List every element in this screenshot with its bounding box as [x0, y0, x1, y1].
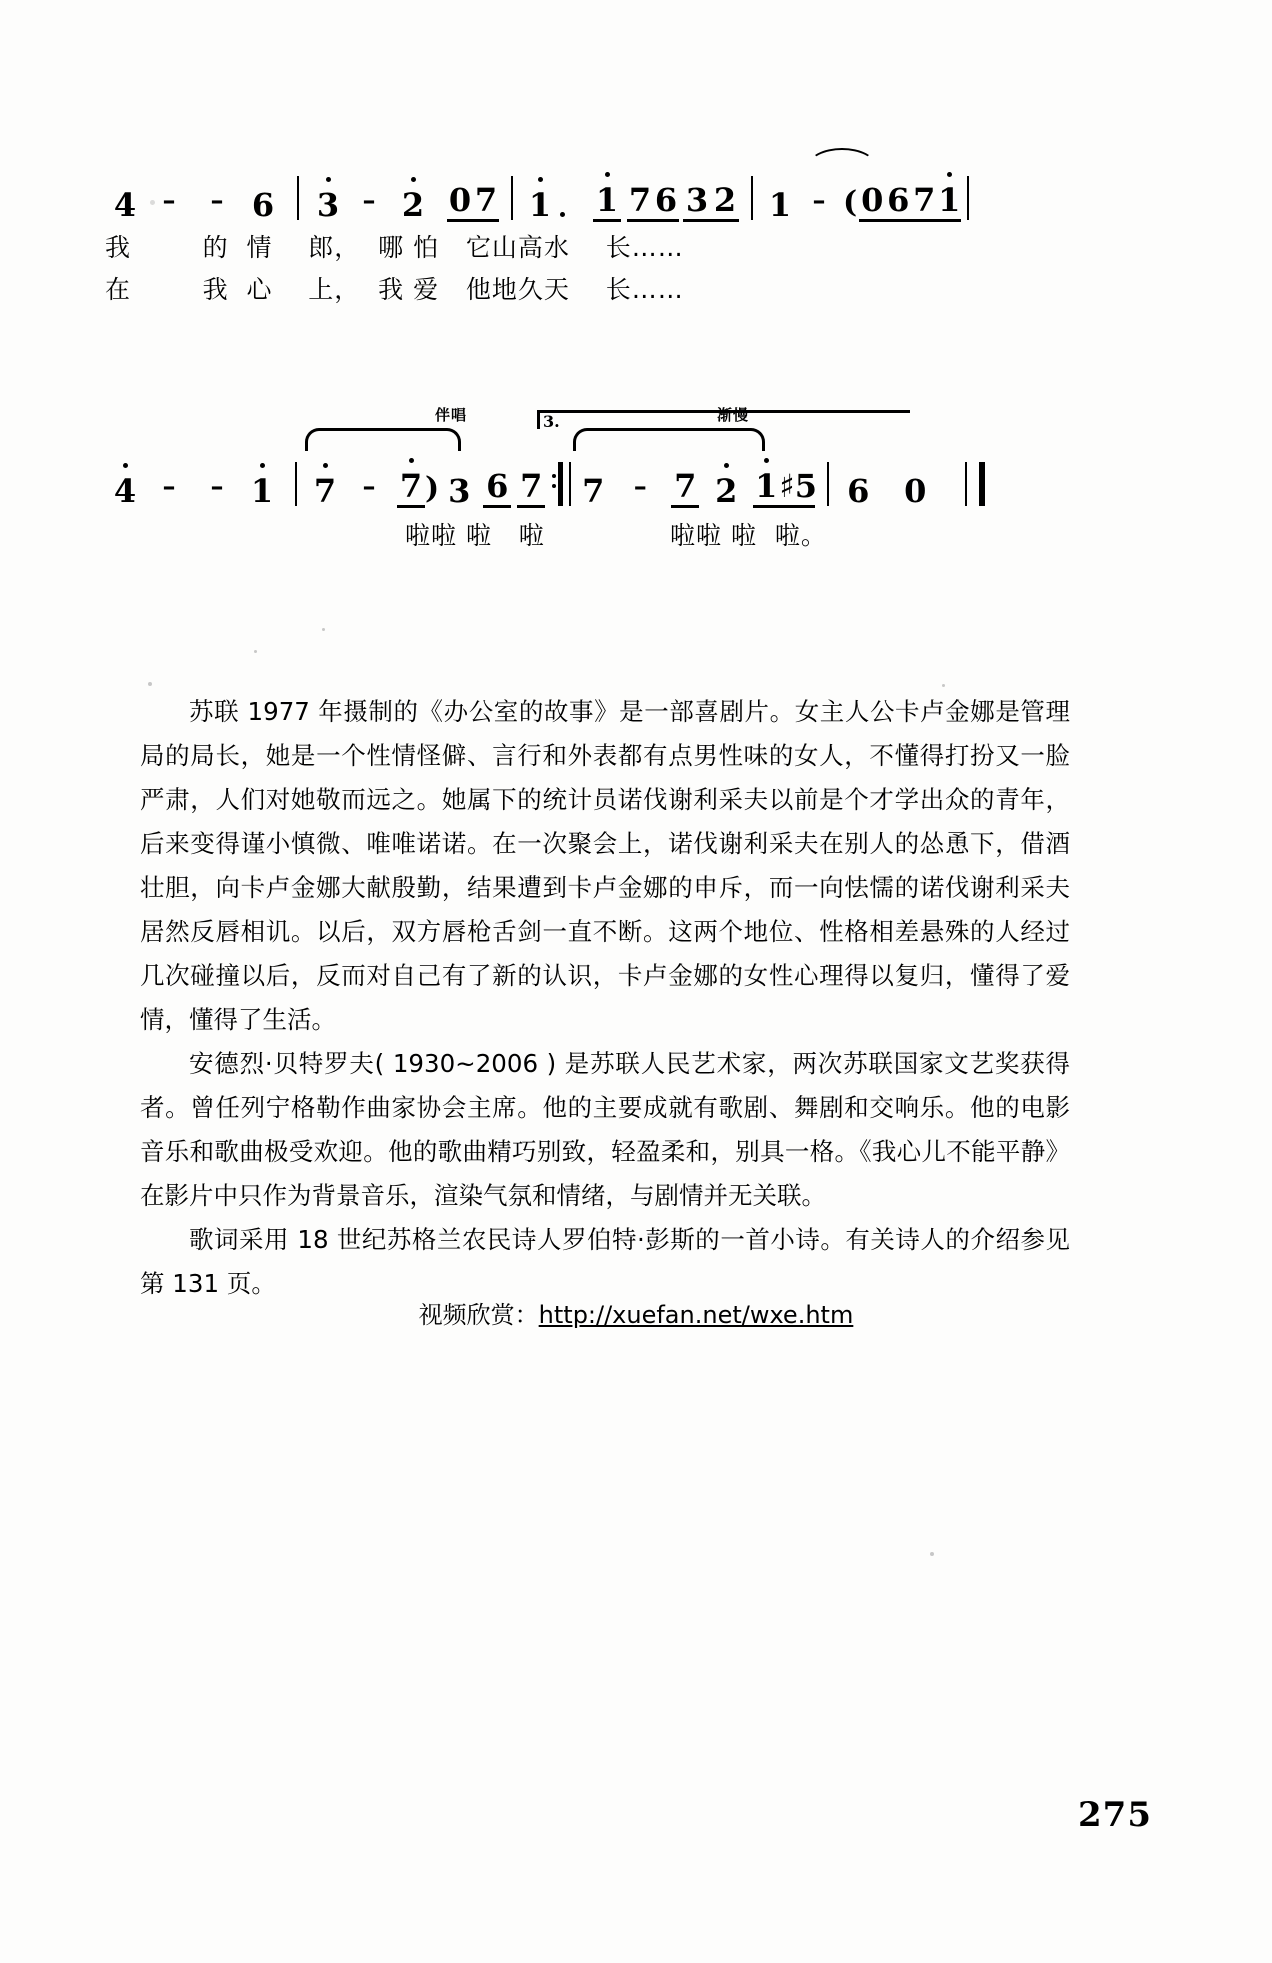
barline: [827, 462, 829, 506]
note: 6: [847, 472, 870, 510]
beam-group: [683, 183, 739, 222]
note: 2: [393, 188, 433, 222]
note: 3: [685, 181, 709, 219]
beam-group: [627, 183, 679, 222]
note: 0: [861, 181, 884, 219]
note: 3: [311, 188, 345, 222]
parenthesis-open: (: [843, 185, 858, 220]
beam-group: [447, 183, 499, 222]
note: 4: [113, 186, 137, 224]
note-dash: –: [162, 472, 176, 502]
video-link-row: [0, 1295, 1272, 1330]
note: 7: [517, 469, 545, 508]
scan-speck: [930, 1552, 934, 1556]
annotation-ritardando: 渐慢: [717, 406, 750, 424]
note-dash: –: [210, 472, 224, 502]
note: 7: [397, 469, 425, 508]
note: 2: [713, 181, 737, 219]
note: 7: [671, 469, 699, 508]
volta-bracket: [537, 410, 910, 429]
barline: [295, 462, 297, 506]
note: 1: [753, 469, 779, 508]
annotation-accompaniment-vocal: 伴唱: [435, 406, 468, 424]
description-text: [140, 690, 1070, 1306]
music-score: [105, 130, 1175, 558]
note-row-1: [105, 162, 1175, 222]
scan-speck: [254, 650, 257, 653]
barline: [967, 176, 969, 220]
note: 1: [525, 188, 555, 222]
note: 6: [654, 181, 678, 219]
note: 0: [448, 181, 472, 219]
note-dash: –: [162, 186, 176, 216]
paragraph-lyrics-source: 歌词采用 18 世纪苏格兰农民诗人罗伯特·彭斯的一首小诗。有关诗人的介绍参见第 131 页。: [140, 1225, 1070, 1298]
note: 6: [251, 186, 275, 224]
page-number: 275: [1078, 1795, 1152, 1835]
note-dash: –: [210, 186, 224, 216]
note-row-2: [105, 448, 1175, 508]
note: 7: [628, 181, 652, 219]
lyrics-verse-1: 我 的 情 郎， 哪 怕 它山高水 长……: [105, 233, 684, 262]
note: 1: [241, 474, 283, 508]
scan-speck: [322, 628, 325, 631]
note-dash: –: [812, 186, 826, 216]
parenthesis-close: ): [425, 471, 440, 506]
note: 1: [768, 186, 792, 224]
note: 4: [105, 474, 145, 508]
paragraph-film-synopsis: 苏联 1977 年摄制的《办公室的故事》是一部喜剧片。女主人公卡卢金娜是管理局的局长，她是一个性情怪僻、言行和外表都有点男性味的女人，不懂得打扮又一脸严肃，人们对她敬而远之。她属下的统计员诺伐谢利采夫以前是个才学出众的青年，后来变得谨小慎微、唯唯诺诺。在一次聚会上，诺伐谢利采夫在别人的怂恿下，借酒壮胆，向卡卢金娜大献殷勤，结果遭到卡卢金娜的申斥，而一向怯懦的诺伐谢利采夫居然反唇相讥。以后，双方唇枪舌剑一直不断。这两个地位、性格相差悬殊的人经过几次碰撞以后，反而对自己有了新的认识，卡卢金娜的女性心理得以复归，懂得了爱情，懂得了生活。: [140, 697, 1070, 1034]
note-dash: –: [633, 472, 647, 502]
scan-speck: [148, 682, 152, 686]
note: 7: [913, 181, 936, 219]
repeat-end-barline: [553, 462, 571, 506]
note-dash: –: [362, 472, 376, 502]
scan-speck: [942, 684, 945, 687]
final-barline: [965, 462, 985, 506]
note: 7: [309, 474, 341, 508]
paragraph-composer-bio: 安德烈·贝特罗夫( 1930~2006 ) 是苏联人民艺术家，两次苏联国家文艺奖获得者。曾任列宁格勒作曲家协会主席。他的主要成就有歌剧、舞剧和交响乐。他的电影音乐和歌曲极受欢迎。他的歌曲精巧别致，轻盈柔和，别具一格。《我心儿不能平静》在影片中只作为背景音乐，渲染气氛和情绪，与剧情并无关联。: [140, 1049, 1070, 1210]
note: 6: [483, 469, 511, 508]
score-line-2: [105, 408, 1175, 558]
note: 3: [448, 472, 471, 510]
note: 1: [593, 183, 621, 222]
note: 7: [474, 181, 498, 219]
note: 0: [904, 472, 927, 510]
barline: [751, 176, 753, 220]
volta-number-label: 3.: [543, 412, 560, 431]
beam-group: [859, 183, 961, 222]
note: ♯5: [779, 469, 815, 508]
barline: [297, 176, 299, 220]
lyrics-verse-2: 在 我 心 上， 我 爱 他地久天 长……: [105, 275, 684, 304]
note: 7: [582, 472, 605, 510]
video-label: 视频欣赏：: [418, 1301, 539, 1329]
barline: [511, 176, 513, 220]
note: 2: [709, 474, 743, 508]
note: 1: [938, 181, 961, 219]
lyrics-refrain: 啦啦 啦 啦 啦啦 啦 啦。: [405, 521, 827, 550]
note: 6: [887, 181, 910, 219]
note-dash: –: [362, 186, 376, 216]
video-url-link[interactable]: http://xuefan.net/wxe.htm: [538, 1301, 854, 1329]
